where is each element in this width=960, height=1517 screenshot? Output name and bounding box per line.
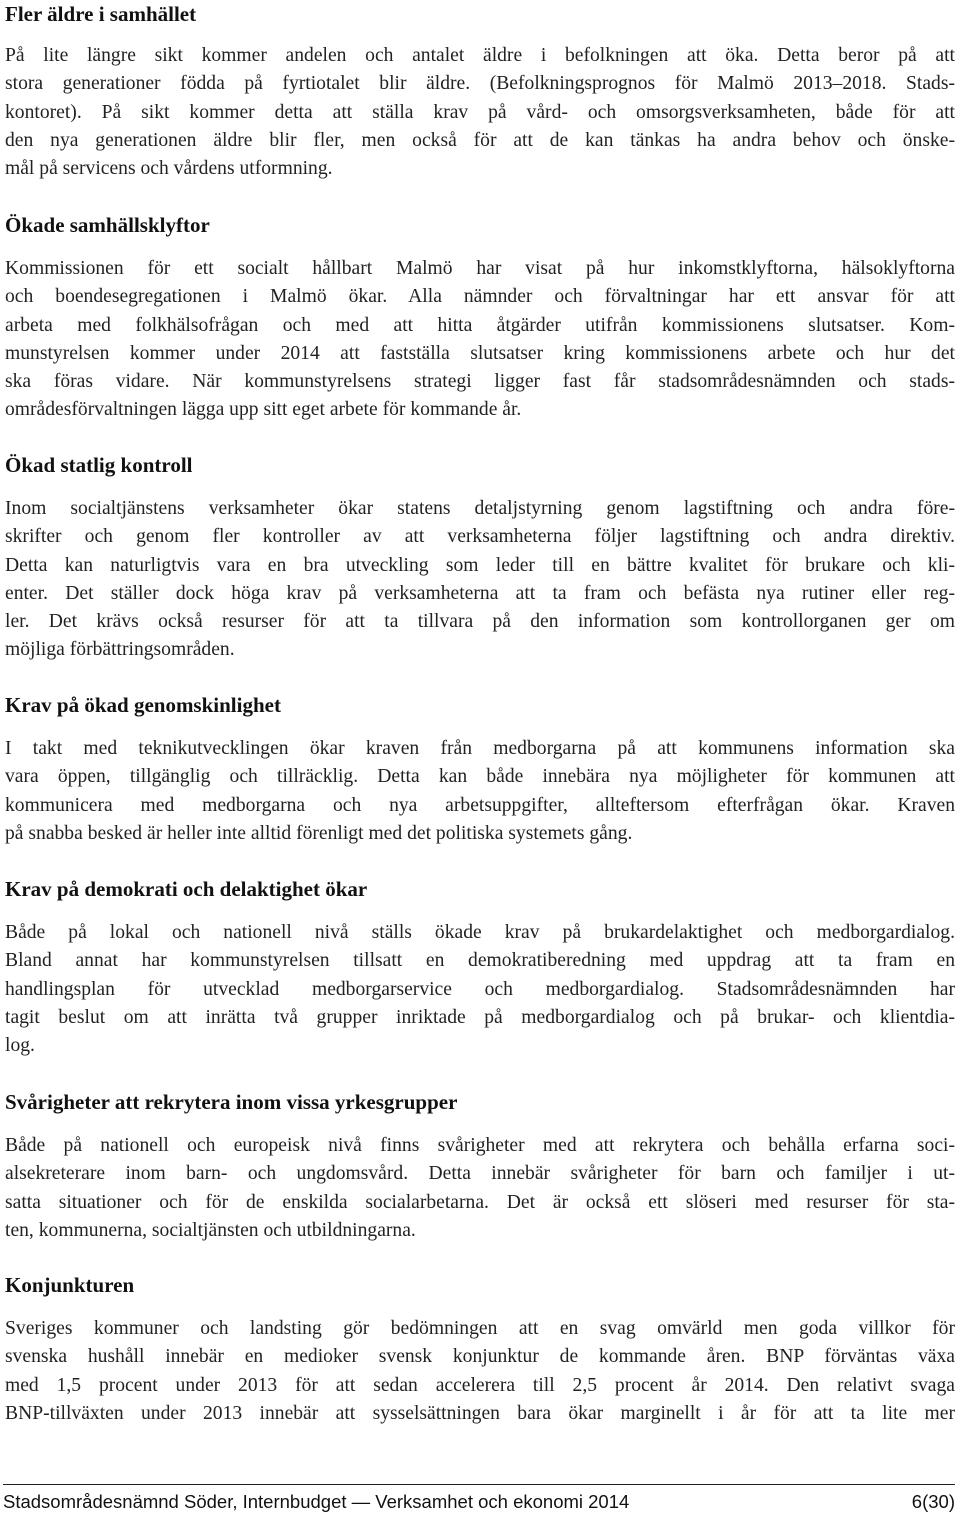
text-line: ten, kommunerna, socialtjänsten och utbildningarna. xyxy=(5,1219,416,1241)
text-line: ska föras vidare. När kommunstyrelsens strategi ligger fast får stadsområdesnämnden och stads- xyxy=(5,371,955,393)
section-paragraph xyxy=(5,255,955,425)
section-heading: Konjunkturen xyxy=(5,1273,135,1297)
section-paragraph xyxy=(5,919,955,1060)
text-line: enter. Det ställer dock höga krav på verksamheterna att ta fram och befästa nya rutiner eller reg- xyxy=(5,582,955,604)
text-line: den nya generationen äldre blir fler, men också för att de kan tänkas ha andra behov och önske- xyxy=(5,129,955,151)
text-line: I takt med teknikutvecklingen ökar kraven från medborgarna på att kommunens information ska xyxy=(5,738,955,759)
section-heading: Fler äldre i samhället xyxy=(5,2,197,26)
section-konjunkturen xyxy=(5,1271,955,1428)
section-heading: Krav på demokrati och delaktighet ökar xyxy=(5,877,368,901)
text-line: arbeta med folkhälsofrågan och med att hitta åtgärder utifrån kommissionens slutsatser. Kom- xyxy=(5,314,955,336)
text-line: alsekreterare inom barn- och ungdomsvård. Detta innebär svårigheter för barn och familjer i ut- xyxy=(5,1163,955,1185)
text-line: munstyrelsen kommer under 2014 att fastställa slutsatser kring kommissionens arbete och hur det xyxy=(5,342,955,364)
text-line: kommunicera med medborgarna och nya arbetsuppgifter, allteftersom efterfrågan ökar. Kraven xyxy=(5,794,955,816)
section-samhallsklyftor xyxy=(5,211,955,425)
text-line: ler. Det krävs också resurser för att ta tillvara på den information som kontrollorganen ger om xyxy=(5,611,955,633)
text-line: mål på servicens och vårdens utformning. xyxy=(5,158,333,180)
text-line: områdesförvaltningen lägga upp sitt eget arbete för kommande år. xyxy=(5,399,522,421)
section-paragraph xyxy=(5,42,955,183)
text-line: Detta kan naturligtvis vara en bra utveckling som leder till en bättre kvalitet för brukare och kli- xyxy=(5,554,955,576)
text-line: med 1,5 procent under 2013 för att sedan accelerera till 2,5 procent år 2014. Den relativt svaga xyxy=(5,1374,955,1396)
section-heading: Svårigheter att rekrytera inom vissa yrkesgrupper xyxy=(5,1090,458,1114)
text-line: På lite längre sikt kommer andelen och antalet äldre i befolkningen att öka. Detta beror på att xyxy=(5,45,955,66)
text-line: Bland annat har kommunstyrelsen tillsatt en demokratiberedning med uppdrag att ta fram en xyxy=(5,950,955,972)
text-line: skrifter och genom fler kontroller av att verksamheterna följer lagstiftning och andra direktiv. xyxy=(5,526,955,548)
text-line: kontoret). På sikt kommer detta att ställa krav på vård- och omsorgsverksamheten, både för att xyxy=(5,101,955,123)
text-line: Både på lokal och nationell nivå ställs ökade krav på brukardelaktighet och medborgardialog. xyxy=(5,922,955,943)
text-line: Både på nationell och europeisk nivå finns svårigheter med att rekrytera och behålla erfarna soci- xyxy=(5,1135,955,1156)
page-number: 6(30) xyxy=(911,1491,955,1512)
text-line: Sveriges kommuner och landsting gör bedömningen att en svag omvärld men goda villkor för xyxy=(5,1318,955,1339)
text-line: vara öppen, tillgänglig och tillräcklig. Detta kan både innebära nya möjligheter för kommunen att xyxy=(5,766,955,788)
section-paragraph xyxy=(5,1132,955,1245)
section-genomskinlighet xyxy=(5,691,955,848)
section-rekrytering xyxy=(5,1088,955,1245)
section-statlig-kontroll xyxy=(5,451,955,665)
section-heading: Ökade samhällsklyftor xyxy=(5,213,210,237)
text-line: och boendesegregationen i Malmö ökar. Alla nämnder och förvaltningar har ett ansvar för att xyxy=(5,286,955,308)
text-line: stora generationer födda på fyrtiotalet blir äldre. (Befolkningsprognos för Malmö 2013–2018. Stads- xyxy=(5,73,955,95)
section-demokrati xyxy=(5,875,955,1060)
section-fler-aldre xyxy=(5,0,955,183)
text-line: satta situationer och för de enskilda socialarbetarna. Det är också ett slöseri med resurser för sta- xyxy=(5,1191,955,1213)
text-line: log. xyxy=(5,1035,35,1057)
text-line: möjliga förbättringsområden. xyxy=(5,639,235,661)
page-footer xyxy=(3,1484,955,1513)
text-line: Inom socialtjänstens verksamheter ökar statens detaljstyrning genom lagstiftning och andra före- xyxy=(5,498,955,519)
section-paragraph xyxy=(5,495,955,665)
section-paragraph xyxy=(5,1315,955,1428)
section-heading: Krav på ökad genomskinlighet xyxy=(5,693,281,717)
text-line: Kommissionen för ett socialt hållbart Malmö har visat på hur inkomstklyftorna, hälsoklyftorna xyxy=(5,258,955,279)
text-line: på snabba besked är heller inte alltid förenligt med det politiska systemets gång. xyxy=(5,822,633,844)
footer-title: Stadsområdesnämnd Söder, Internbudget — Verksamhet och ekonomi 2014 xyxy=(3,1491,630,1512)
section-paragraph xyxy=(5,735,955,848)
text-line: tagit beslut om att inrätta två grupper inriktade på medborgardialog och på brukar- och klientdia- xyxy=(5,1006,955,1028)
section-heading: Ökad statlig kontroll xyxy=(5,453,193,477)
text-line: svenska hushåll innebär en medioker svensk konjunktur de kommande åren. BNP förväntas växa xyxy=(5,1346,955,1368)
text-line: BNP-tillväxten under 2013 innebär att sysselsättningen bara ökar marginellt i år för att ta lite mer xyxy=(5,1402,955,1424)
text-line: handlingsplan för utvecklad medborgarservice och medborgardialog. Stadsområdesnämnden har xyxy=(5,978,955,1000)
